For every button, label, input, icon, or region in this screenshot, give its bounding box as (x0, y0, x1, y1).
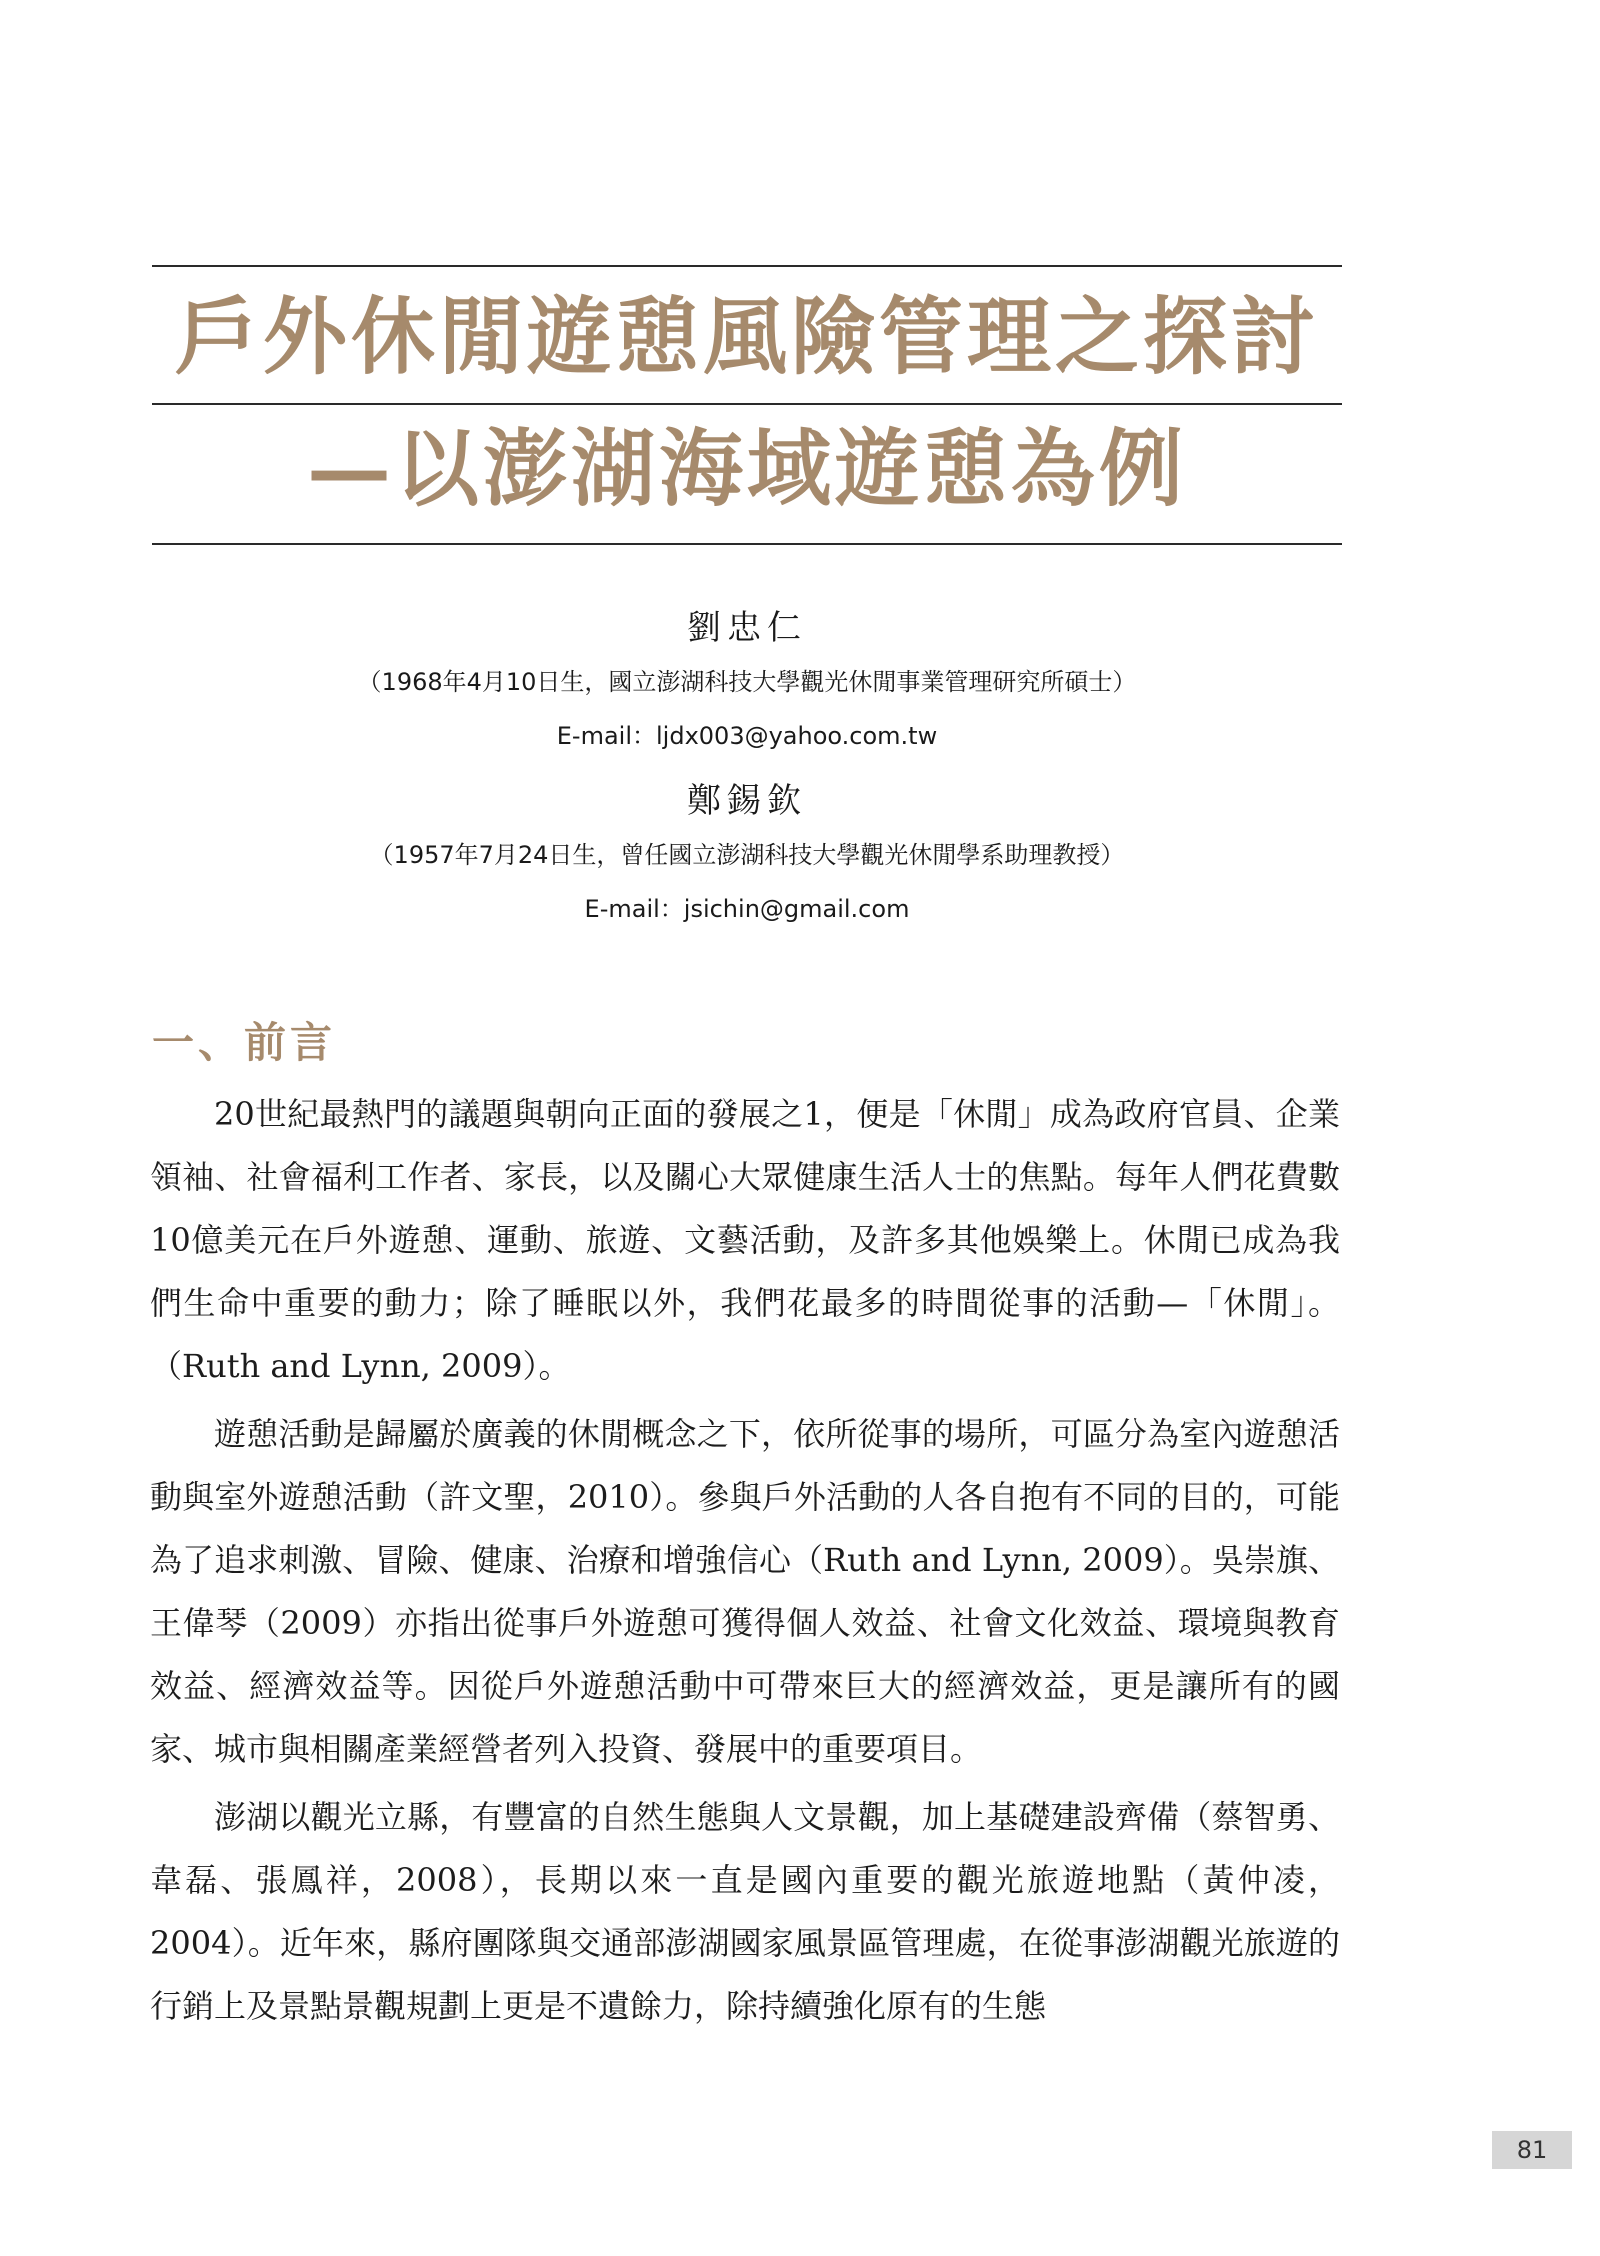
paragraph-2: 遊憩活動是歸屬於廣義的休閒概念之下，依所從事的場所，可區分為室內遊憩活動與室外遊憩活動（許文聖，2010）。參與戶外活動的人各自抱有不同的目的，可能為了追求刺激、冒險、健康、治療和增強信心（Ruth and Lynn, 2009）。吳崇旗、王偉琴（2009）亦指出從事戶外遊憩可獲得個人效益、社會文化效益、環境與教育效益、經濟效益等。因從戶外遊憩活動中可帶來巨大的經濟效益，更是讓所有的國家、城市與相關產業經營者列入投資、發展中的重要項目。 (150, 1415, 1340, 1768)
body-text (150, 1083, 1340, 2043)
title-line-1: 戶外休閒遊憩風險管理之探討 (174, 287, 1319, 386)
author-1-name: 劉忠仁 (687, 608, 807, 648)
author-1-email: E-mail：ljdx003@yahoo.com.tw (556, 722, 938, 750)
title-top-rule (152, 265, 1342, 267)
title-middle-rule (152, 403, 1342, 405)
title-line-2: —以澎湖海域遊憩為例 (306, 419, 1187, 518)
section-heading: 一、前言 (152, 1018, 337, 1067)
author-1-info: （1968年4月10日生，國立澎湖科技大學觀光休閒事業管理研究所碩士） (357, 668, 1137, 696)
author-2-email: E-mail：jsichin@gmail.com (584, 895, 910, 923)
paragraph-1: 20世紀最熱門的議題與朝向正面的發展之1，便是「休閒」成為政府官員、企業領袖、社會福利工作者、家長，以及關心大眾健康生活人士的焦點。每年人們花費數10億美元在戶外遊憩、運動、旅遊、文藝活動，及許多其他娛樂上。休閒已成為我們生命中重要的動力；除了睡眠以外，我們花最多的時間從事的活動—「休閒」。（Ruth and Lynn, 2009）。 (150, 1095, 1340, 1385)
paragraph-3: 澎湖以觀光立縣，有豐富的自然生態與人文景觀，加上基礎建設齊備（蔡智勇、韋磊、張鳳祥，2008），長期以來一直是國內重要的觀光旅遊地點（黃仲凌，2004）。近年來，縣府團隊與交通部澎湖國家風景區管理處，在從事澎湖觀光旅遊的行銷上及景點景觀規劃上更是不遺餘力，除持續強化原有的生態 (150, 1798, 1340, 2025)
author-2-info: （1957年7月24日生，曾任國立澎湖科技大學觀光休閒學系助理教授） (369, 841, 1125, 869)
title-bottom-rule (152, 543, 1342, 545)
author-2-name: 鄭錫欽 (687, 781, 807, 821)
page-number: 81 (1492, 2131, 1572, 2169)
